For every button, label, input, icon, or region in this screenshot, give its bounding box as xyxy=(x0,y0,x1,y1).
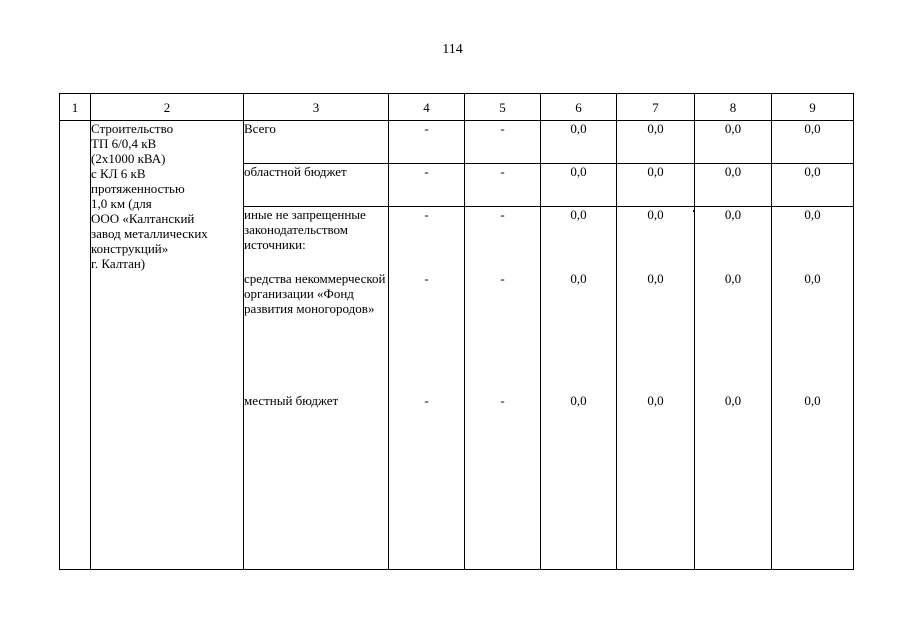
value-cell: - xyxy=(465,265,541,387)
funding-source-label: областной бюджет xyxy=(244,164,389,207)
header-cell: 6 xyxy=(541,94,617,121)
project-line: Строительство xyxy=(91,121,174,136)
value-cell: - xyxy=(389,265,465,387)
value-cell: 0,0 xyxy=(541,207,617,266)
project-line: 1,0 км (для xyxy=(91,196,152,211)
project-name-cell xyxy=(91,121,244,570)
header-cell: 3 xyxy=(244,94,389,121)
row-number-cell xyxy=(60,121,91,570)
value-cell: 0,0 xyxy=(617,121,695,164)
header-cell: 9 xyxy=(772,94,854,121)
value-cell: 0,0 xyxy=(695,387,772,570)
project-line: ООО «Калтанский xyxy=(91,211,195,226)
value-cell: 0,0 xyxy=(695,121,772,164)
value-cell: - xyxy=(465,121,541,164)
project-line: (2х1000 кВА) xyxy=(91,151,166,166)
value-cell: 0,0 xyxy=(617,207,695,266)
value-cell: - xyxy=(465,387,541,570)
value-cell: 0,0 xyxy=(772,265,854,387)
funding-source-label: Всего xyxy=(244,121,389,164)
value-cell: 0,0 xyxy=(772,207,854,266)
scan-mark xyxy=(693,210,695,212)
funding-source-label: средства некоммерческой организации «Фонд развития моногородов» xyxy=(244,265,389,387)
budget-table xyxy=(59,93,854,570)
value-cell: 0,0 xyxy=(617,387,695,570)
header-cell: 5 xyxy=(465,94,541,121)
funding-source-label: иные не запрещенные законодательством источники: xyxy=(244,207,389,266)
project-line: с КЛ 6 кВ xyxy=(91,166,146,181)
value-cell: 0,0 xyxy=(617,164,695,207)
value-cell: 0,0 xyxy=(772,387,854,570)
funding-source-label: местный бюджет xyxy=(244,387,389,570)
value-cell: - xyxy=(389,164,465,207)
project-line: протяженностью xyxy=(91,181,185,196)
project-line: конструкций» xyxy=(91,241,169,256)
page-number: 114 xyxy=(442,42,463,57)
project-line: завод металлических xyxy=(91,226,208,241)
value-cell: - xyxy=(465,207,541,266)
header-cell: 8 xyxy=(695,94,772,121)
header-row xyxy=(60,94,854,121)
value-cell: 0,0 xyxy=(617,265,695,387)
value-cell: - xyxy=(465,164,541,207)
value-cell: 0,0 xyxy=(695,207,772,266)
value-cell: - xyxy=(389,387,465,570)
value-cell: - xyxy=(389,121,465,164)
table-row xyxy=(60,121,854,164)
header-cell: 4 xyxy=(389,94,465,121)
value-cell: 0,0 xyxy=(541,265,617,387)
header-cell: 1 xyxy=(60,94,91,121)
value-cell: - xyxy=(389,207,465,266)
project-line: ТП 6/0,4 кВ xyxy=(91,136,157,151)
project-line: г. Калтан) xyxy=(91,256,146,271)
header-cell: 7 xyxy=(617,94,695,121)
value-cell: 0,0 xyxy=(772,121,854,164)
header-cell: 2 xyxy=(91,94,244,121)
value-cell: 0,0 xyxy=(772,164,854,207)
value-cell: 0,0 xyxy=(541,121,617,164)
value-cell: 0,0 xyxy=(695,164,772,207)
value-cell: 0,0 xyxy=(541,387,617,570)
value-cell: 0,0 xyxy=(541,164,617,207)
value-cell: 0,0 xyxy=(695,265,772,387)
